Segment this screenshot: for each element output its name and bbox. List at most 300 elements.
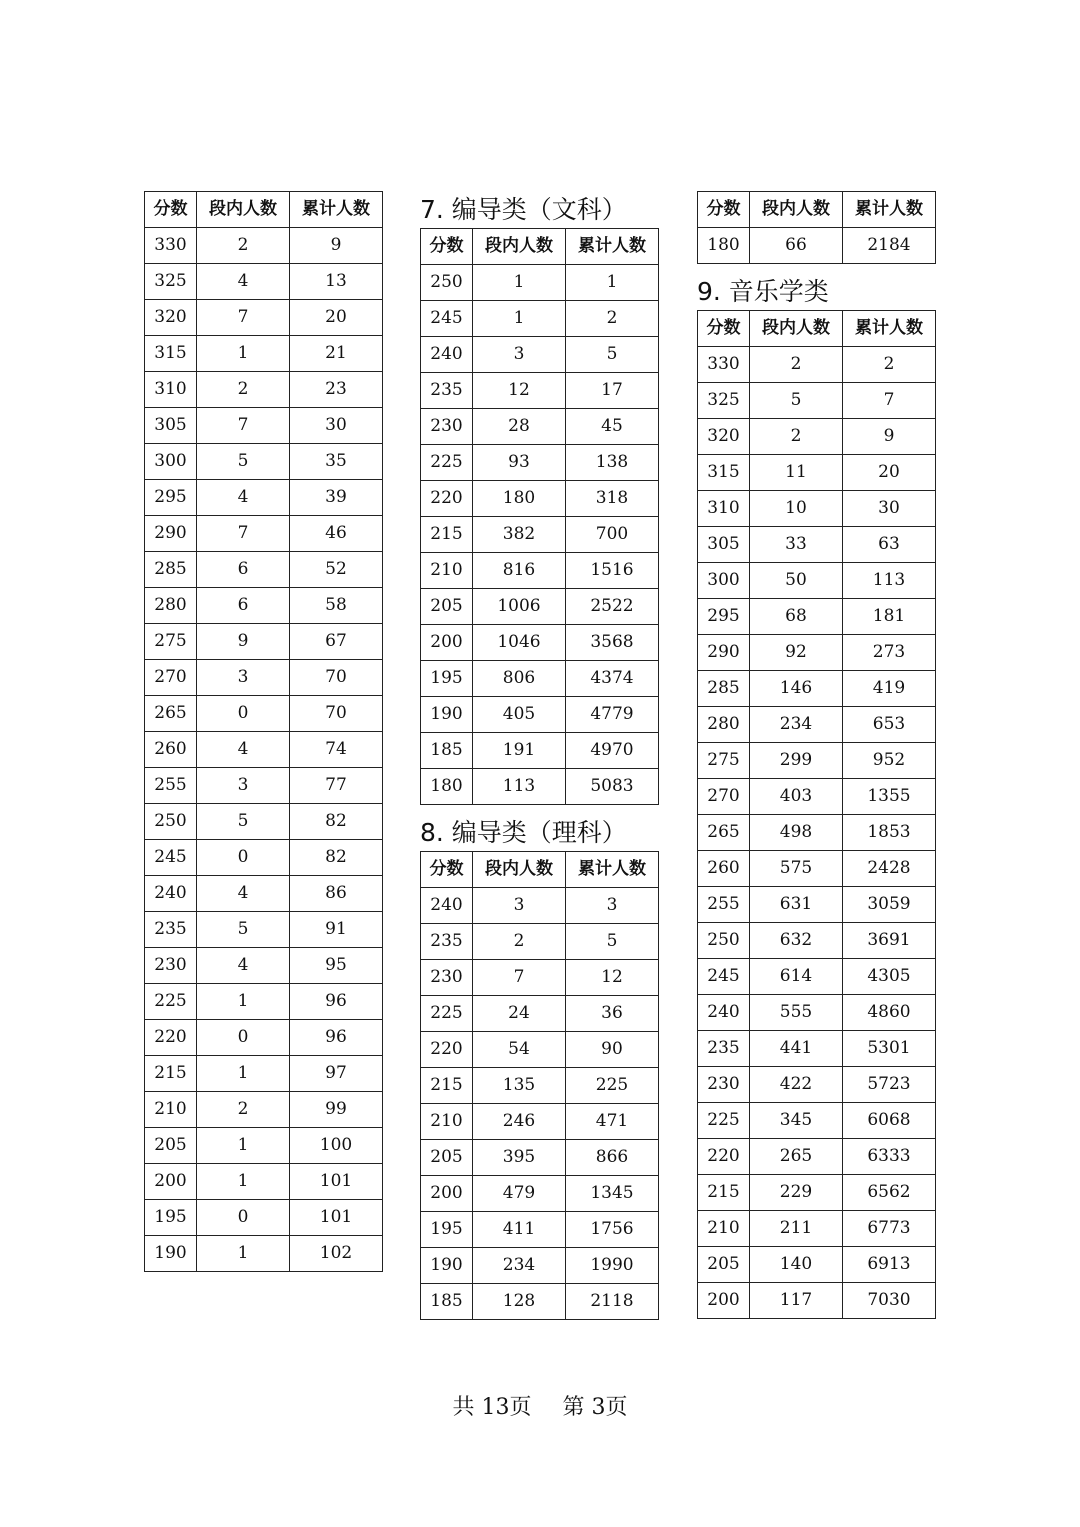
table-row	[421, 733, 659, 769]
cell-segment-count: 299	[750, 743, 843, 779]
cell-segment-count: 395	[473, 1140, 566, 1176]
column-right	[697, 191, 936, 1319]
cell-score: 235	[698, 1031, 750, 1067]
cell-cumulative-count: 30	[290, 408, 383, 444]
cell-segment-count: 93	[473, 445, 566, 481]
cell-segment-count: 9	[197, 624, 290, 660]
table-row	[421, 924, 659, 960]
cell-score: 275	[698, 743, 750, 779]
table-row	[145, 372, 383, 408]
cell-segment-count: 117	[750, 1283, 843, 1319]
table-row	[145, 480, 383, 516]
cell-segment-count: 265	[750, 1139, 843, 1175]
cell-score: 270	[145, 660, 197, 696]
cell-score: 200	[145, 1164, 197, 1200]
cell-segment-count: 0	[197, 840, 290, 876]
table-row	[145, 732, 383, 768]
cell-score: 310	[698, 491, 750, 527]
cell-cumulative-count: 9	[843, 419, 936, 455]
cell-segment-count: 806	[473, 661, 566, 697]
cell-cumulative-count: 4779	[566, 697, 659, 733]
header-cumulative-count: 累计人数	[843, 192, 936, 228]
cell-score: 190	[421, 1248, 473, 1284]
cell-cumulative-count: 20	[843, 455, 936, 491]
table-row	[698, 851, 936, 887]
header-segment-count: 段内人数	[750, 192, 843, 228]
table-row	[698, 923, 936, 959]
cell-score: 210	[421, 1104, 473, 1140]
cell-cumulative-count: 7030	[843, 1283, 936, 1319]
cell-segment-count: 7	[197, 300, 290, 336]
cell-cumulative-count: 35	[290, 444, 383, 480]
cell-segment-count: 5	[197, 444, 290, 480]
table-row	[698, 383, 936, 419]
cell-score: 205	[145, 1128, 197, 1164]
cell-score: 225	[421, 445, 473, 481]
score-table-section-8	[420, 851, 659, 1320]
cell-score: 215	[421, 517, 473, 553]
cell-cumulative-count: 97	[290, 1056, 383, 1092]
table-row	[421, 1284, 659, 1320]
cell-score: 225	[698, 1103, 750, 1139]
cell-score: 245	[145, 840, 197, 876]
header-segment-count: 段内人数	[750, 311, 843, 347]
cell-segment-count: 382	[473, 517, 566, 553]
cell-segment-count: 1	[473, 265, 566, 301]
table-header-row	[698, 311, 936, 347]
cell-score: 245	[698, 959, 750, 995]
cell-cumulative-count: 30	[843, 491, 936, 527]
cell-segment-count: 54	[473, 1032, 566, 1068]
cell-cumulative-count: 21	[290, 336, 383, 372]
table-row	[698, 959, 936, 995]
cell-score: 185	[421, 733, 473, 769]
cell-segment-count: 4	[197, 948, 290, 984]
table-row	[145, 696, 383, 732]
cell-score: 230	[698, 1067, 750, 1103]
table-row	[145, 1128, 383, 1164]
cell-cumulative-count: 3	[566, 888, 659, 924]
cell-segment-count: 2	[750, 347, 843, 383]
cell-cumulative-count: 4305	[843, 959, 936, 995]
table-row	[698, 671, 936, 707]
table-row	[145, 588, 383, 624]
cell-score: 325	[145, 264, 197, 300]
cell-segment-count: 2	[197, 1092, 290, 1128]
cell-cumulative-count: 2118	[566, 1284, 659, 1320]
cell-cumulative-count: 101	[290, 1164, 383, 1200]
cell-segment-count: 403	[750, 779, 843, 815]
table-row	[698, 1247, 936, 1283]
cell-score: 250	[145, 804, 197, 840]
cell-segment-count: 113	[473, 769, 566, 805]
cell-score: 190	[145, 1236, 197, 1272]
cell-segment-count: 1	[197, 984, 290, 1020]
cell-cumulative-count: 2428	[843, 851, 936, 887]
cell-score: 195	[145, 1200, 197, 1236]
cell-segment-count: 1	[197, 1236, 290, 1272]
table-row	[698, 1211, 936, 1247]
cell-segment-count: 4	[197, 480, 290, 516]
table-row	[421, 888, 659, 924]
cell-segment-count: 50	[750, 563, 843, 599]
table-row	[145, 1020, 383, 1056]
cell-score: 220	[421, 1032, 473, 1068]
cell-cumulative-count: 82	[290, 840, 383, 876]
cell-segment-count: 405	[473, 697, 566, 733]
section-9-title: 9. 音乐学类	[697, 277, 829, 306]
table-row	[145, 516, 383, 552]
cell-segment-count: 422	[750, 1067, 843, 1103]
table-row	[421, 409, 659, 445]
cell-segment-count: 234	[473, 1248, 566, 1284]
cell-score: 300	[698, 563, 750, 599]
page-footer	[0, 1390, 1080, 1421]
header-score: 分数	[421, 229, 473, 265]
cell-score: 285	[698, 671, 750, 707]
cell-score: 190	[421, 697, 473, 733]
table-row	[145, 408, 383, 444]
cell-score: 330	[698, 347, 750, 383]
table-row	[421, 481, 659, 517]
cell-score: 215	[698, 1175, 750, 1211]
cell-segment-count: 479	[473, 1176, 566, 1212]
table-row	[421, 769, 659, 805]
table-row	[145, 1200, 383, 1236]
cell-cumulative-count: 102	[290, 1236, 383, 1272]
cell-cumulative-count: 23	[290, 372, 383, 408]
cell-cumulative-count: 5301	[843, 1031, 936, 1067]
cell-cumulative-count: 4374	[566, 661, 659, 697]
cell-segment-count: 555	[750, 995, 843, 1031]
cell-score: 305	[145, 408, 197, 444]
table-row	[698, 455, 936, 491]
cell-cumulative-count: 952	[843, 743, 936, 779]
cell-cumulative-count: 5723	[843, 1067, 936, 1103]
cell-cumulative-count: 6773	[843, 1211, 936, 1247]
table-row	[421, 1248, 659, 1284]
header-segment-count: 段内人数	[473, 852, 566, 888]
cell-cumulative-count: 4860	[843, 995, 936, 1031]
cell-segment-count: 7	[197, 408, 290, 444]
table-header-row	[421, 229, 659, 265]
cell-cumulative-count: 101	[290, 1200, 383, 1236]
cell-segment-count: 1	[197, 1128, 290, 1164]
table-row	[698, 815, 936, 851]
cell-segment-count: 5	[197, 804, 290, 840]
table-row	[698, 1067, 936, 1103]
header-cumulative-count: 累计人数	[290, 192, 383, 228]
cell-cumulative-count: 2	[843, 347, 936, 383]
cell-segment-count: 4	[197, 732, 290, 768]
table-row	[145, 768, 383, 804]
column-middle	[420, 192, 659, 1320]
cell-score: 205	[698, 1247, 750, 1283]
table-row	[145, 264, 383, 300]
cell-score: 240	[145, 876, 197, 912]
cell-cumulative-count: 6068	[843, 1103, 936, 1139]
table-row	[145, 912, 383, 948]
table-row	[698, 1139, 936, 1175]
cell-segment-count: 146	[750, 671, 843, 707]
header-segment-count: 段内人数	[473, 229, 566, 265]
table-row	[698, 599, 936, 635]
cell-cumulative-count: 74	[290, 732, 383, 768]
cell-score: 265	[698, 815, 750, 851]
cell-score: 195	[421, 661, 473, 697]
cell-segment-count: 229	[750, 1175, 843, 1211]
cell-segment-count: 345	[750, 1103, 843, 1139]
cell-score: 260	[145, 732, 197, 768]
header-score: 分数	[421, 852, 473, 888]
table-row	[698, 491, 936, 527]
cell-cumulative-count: 5	[566, 924, 659, 960]
cell-score: 205	[421, 589, 473, 625]
cell-cumulative-count: 1516	[566, 553, 659, 589]
cell-segment-count: 33	[750, 527, 843, 563]
table-row	[421, 445, 659, 481]
cell-score: 280	[145, 588, 197, 624]
cell-segment-count: 191	[473, 733, 566, 769]
cell-cumulative-count: 273	[843, 635, 936, 671]
page-current: 第 3页	[562, 1395, 628, 1420]
header-cumulative-count: 累计人数	[843, 311, 936, 347]
cell-cumulative-count: 63	[843, 527, 936, 563]
cell-cumulative-count: 318	[566, 481, 659, 517]
header-score: 分数	[698, 311, 750, 347]
cell-cumulative-count: 20	[290, 300, 383, 336]
cell-segment-count: 246	[473, 1104, 566, 1140]
cell-segment-count: 631	[750, 887, 843, 923]
cell-segment-count: 441	[750, 1031, 843, 1067]
cell-cumulative-count: 866	[566, 1140, 659, 1176]
cell-score: 225	[421, 996, 473, 1032]
table-row	[145, 1092, 383, 1128]
cell-score: 210	[145, 1092, 197, 1128]
cell-score: 320	[698, 419, 750, 455]
cell-score: 230	[421, 409, 473, 445]
cell-score: 195	[421, 1212, 473, 1248]
header-score: 分数	[698, 192, 750, 228]
cell-segment-count: 2	[473, 924, 566, 960]
cell-cumulative-count: 113	[843, 563, 936, 599]
header-segment-count: 段内人数	[197, 192, 290, 228]
cell-segment-count: 3	[197, 660, 290, 696]
cell-segment-count: 614	[750, 959, 843, 995]
cell-cumulative-count: 96	[290, 984, 383, 1020]
cell-score: 305	[698, 527, 750, 563]
table-header-row	[421, 852, 659, 888]
cell-score: 290	[145, 516, 197, 552]
cell-segment-count: 4	[197, 876, 290, 912]
cell-score: 325	[698, 383, 750, 419]
table-row	[421, 1212, 659, 1248]
table-row	[145, 660, 383, 696]
cell-segment-count: 411	[473, 1212, 566, 1248]
cell-score: 315	[698, 455, 750, 491]
table-row	[421, 661, 659, 697]
cell-score: 220	[421, 481, 473, 517]
cell-score: 280	[698, 707, 750, 743]
table-row	[145, 840, 383, 876]
cell-cumulative-count: 1756	[566, 1212, 659, 1248]
cell-segment-count: 5	[197, 912, 290, 948]
table-row	[421, 517, 659, 553]
cell-cumulative-count: 6562	[843, 1175, 936, 1211]
cell-segment-count: 3	[473, 337, 566, 373]
header-cumulative-count: 累计人数	[566, 229, 659, 265]
table-row	[421, 373, 659, 409]
table-row	[698, 228, 936, 264]
table-row	[698, 1031, 936, 1067]
table-row	[145, 300, 383, 336]
cell-cumulative-count: 1355	[843, 779, 936, 815]
header-cumulative-count: 累计人数	[566, 852, 659, 888]
cell-segment-count: 0	[197, 1200, 290, 1236]
cell-cumulative-count: 419	[843, 671, 936, 707]
cell-segment-count: 1	[473, 301, 566, 337]
cell-cumulative-count: 46	[290, 516, 383, 552]
cell-segment-count: 234	[750, 707, 843, 743]
cell-score: 240	[421, 337, 473, 373]
cell-segment-count: 575	[750, 851, 843, 887]
table-row	[698, 563, 936, 599]
cell-segment-count: 1046	[473, 625, 566, 661]
cell-cumulative-count: 1345	[566, 1176, 659, 1212]
table-row	[698, 995, 936, 1031]
table-row	[421, 960, 659, 996]
cell-score: 215	[421, 1068, 473, 1104]
cell-score: 310	[145, 372, 197, 408]
cell-score: 180	[698, 228, 750, 264]
cell-cumulative-count: 2522	[566, 589, 659, 625]
cell-segment-count: 12	[473, 373, 566, 409]
cell-score: 300	[145, 444, 197, 480]
table-row	[698, 527, 936, 563]
cell-cumulative-count: 77	[290, 768, 383, 804]
score-table-section-8-continued	[697, 191, 936, 264]
cell-cumulative-count: 52	[290, 552, 383, 588]
cell-score: 240	[698, 995, 750, 1031]
table-row	[421, 553, 659, 589]
table-row	[698, 1283, 936, 1319]
cell-score: 255	[145, 768, 197, 804]
cell-cumulative-count: 90	[566, 1032, 659, 1068]
cell-segment-count: 10	[750, 491, 843, 527]
cell-segment-count: 4	[197, 264, 290, 300]
cell-score: 295	[698, 599, 750, 635]
cell-cumulative-count: 100	[290, 1128, 383, 1164]
cell-segment-count: 128	[473, 1284, 566, 1320]
page-total: 共 13页	[452, 1395, 532, 1420]
table-row	[145, 804, 383, 840]
cell-cumulative-count: 96	[290, 1020, 383, 1056]
table-row	[421, 589, 659, 625]
cell-score: 235	[145, 912, 197, 948]
cell-score: 270	[698, 779, 750, 815]
cell-score: 260	[698, 851, 750, 887]
cell-cumulative-count: 6913	[843, 1247, 936, 1283]
cell-segment-count: 1	[197, 1056, 290, 1092]
cell-segment-count: 68	[750, 599, 843, 635]
cell-score: 215	[145, 1056, 197, 1092]
cell-cumulative-count: 9	[290, 228, 383, 264]
cell-cumulative-count: 67	[290, 624, 383, 660]
cell-cumulative-count: 700	[566, 517, 659, 553]
cell-segment-count: 3	[473, 888, 566, 924]
cell-score: 200	[421, 625, 473, 661]
cell-cumulative-count: 36	[566, 996, 659, 1032]
table-row	[698, 347, 936, 383]
cell-cumulative-count: 86	[290, 876, 383, 912]
cell-cumulative-count: 3568	[566, 625, 659, 661]
cell-cumulative-count: 653	[843, 707, 936, 743]
table-row	[145, 336, 383, 372]
cell-score: 230	[421, 960, 473, 996]
cell-segment-count: 6	[197, 588, 290, 624]
cell-score: 330	[145, 228, 197, 264]
cell-cumulative-count: 99	[290, 1092, 383, 1128]
table-row	[698, 635, 936, 671]
cell-cumulative-count: 1853	[843, 815, 936, 851]
cell-segment-count: 3	[197, 768, 290, 804]
cell-segment-count: 140	[750, 1247, 843, 1283]
cell-cumulative-count: 1990	[566, 1248, 659, 1284]
table-row	[421, 265, 659, 301]
table-header-row	[145, 192, 383, 228]
cell-segment-count: 0	[197, 1020, 290, 1056]
cell-segment-count: 632	[750, 923, 843, 959]
cell-segment-count: 2	[197, 372, 290, 408]
cell-cumulative-count: 95	[290, 948, 383, 984]
table-row	[421, 697, 659, 733]
cell-score: 245	[421, 301, 473, 337]
cell-score: 220	[145, 1020, 197, 1056]
table-row	[145, 1236, 383, 1272]
table-row	[698, 743, 936, 779]
cell-score: 320	[145, 300, 197, 336]
cell-segment-count: 28	[473, 409, 566, 445]
table-row	[421, 1140, 659, 1176]
table-row	[145, 984, 383, 1020]
cell-cumulative-count: 2	[566, 301, 659, 337]
table-row	[698, 1103, 936, 1139]
table-row	[145, 876, 383, 912]
cell-score: 210	[421, 553, 473, 589]
table-row	[698, 887, 936, 923]
cell-score: 255	[698, 887, 750, 923]
cell-cumulative-count: 471	[566, 1104, 659, 1140]
cell-cumulative-count: 138	[566, 445, 659, 481]
cell-cumulative-count: 82	[290, 804, 383, 840]
cell-segment-count: 2	[197, 228, 290, 264]
cell-cumulative-count: 70	[290, 660, 383, 696]
table-row	[145, 624, 383, 660]
section-7-title: 7. 编导类（文科）	[420, 195, 627, 224]
cell-segment-count: 7	[473, 960, 566, 996]
cell-score: 220	[698, 1139, 750, 1175]
cell-score: 275	[145, 624, 197, 660]
table-row	[698, 419, 936, 455]
cell-score: 225	[145, 984, 197, 1020]
cell-cumulative-count: 70	[290, 696, 383, 732]
table-row	[698, 707, 936, 743]
cell-cumulative-count: 91	[290, 912, 383, 948]
cell-cumulative-count: 2184	[843, 228, 936, 264]
cell-segment-count: 1006	[473, 589, 566, 625]
cell-score: 180	[421, 769, 473, 805]
cell-segment-count: 816	[473, 553, 566, 589]
